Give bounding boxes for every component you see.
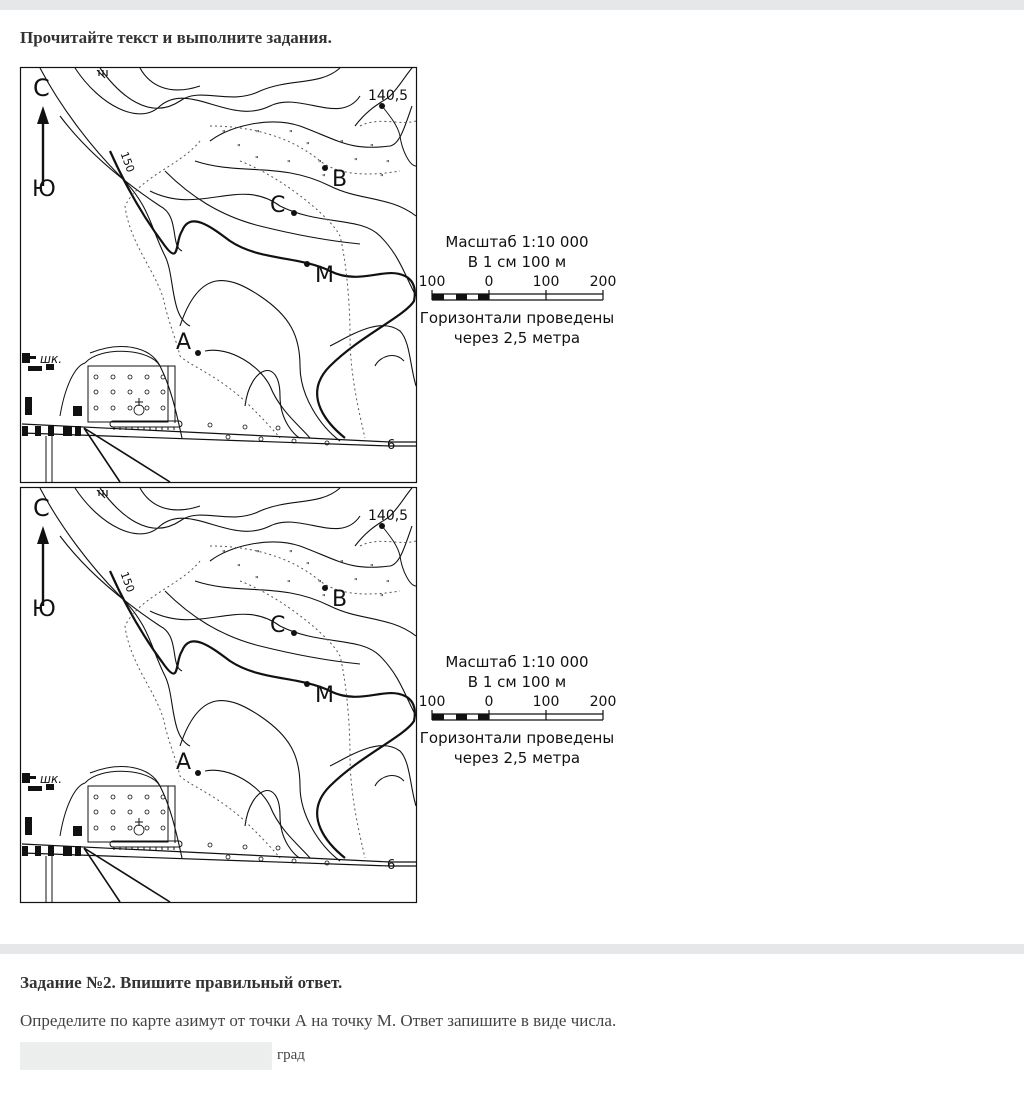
- answer-input[interactable]: [20, 1042, 272, 1070]
- svg-text:": ": [255, 575, 259, 584]
- point-m-label: М: [315, 683, 334, 708]
- contour-note-1: Горизонтали проведены: [419, 729, 615, 747]
- svg-text:": ": [237, 143, 241, 152]
- point-m-label: М: [315, 263, 334, 288]
- intro-text: Прочитайте текст и выполните задания.: [20, 28, 332, 47]
- scale-title: Масштаб 1:10 000: [445, 653, 589, 671]
- north-label: С: [33, 494, 50, 522]
- scale-tick: 100: [532, 694, 560, 710]
- point-b-label: В: [332, 167, 348, 192]
- svg-text:": ": [222, 549, 226, 558]
- road-number-label: 6: [387, 858, 396, 873]
- svg-text:": ": [289, 129, 293, 138]
- svg-text:": ": [287, 159, 291, 168]
- svg-text:": ": [306, 561, 310, 570]
- road-number-label: 6: [387, 438, 396, 453]
- scale-tick: 100: [418, 274, 446, 290]
- svg-text:": ": [237, 563, 241, 572]
- svg-text:": ": [354, 157, 358, 166]
- svg-text:": ": [370, 143, 374, 152]
- contour-note-2: через 2,5 метра: [453, 749, 581, 767]
- scale-cm: В 1 см 100 м: [467, 673, 567, 691]
- svg-text:": ": [289, 549, 293, 558]
- svg-text:": ": [322, 593, 326, 602]
- svg-text:": ": [222, 129, 226, 138]
- contour-note-1: Горизонтали проведены: [419, 309, 615, 327]
- section-divider: [0, 944, 1024, 954]
- contour-150-label: 150: [117, 149, 138, 175]
- elevation-label: 140,5: [368, 508, 409, 524]
- point-b-label: В: [332, 587, 348, 612]
- svg-text:": ": [322, 173, 326, 182]
- svg-text:": ": [287, 579, 291, 588]
- scale-tick: 100: [418, 694, 446, 710]
- topographic-map-copy: [0, 486, 620, 904]
- svg-text:": ": [380, 593, 384, 602]
- svg-text:": ": [354, 577, 358, 586]
- scale-tick: 200: [589, 274, 617, 290]
- svg-text:": ": [370, 563, 374, 572]
- scale-tick: 100: [532, 274, 560, 290]
- contour-150-label: 150: [117, 569, 138, 595]
- task-question: Определите по карте азимут от точки А на точку М. Ответ запишите в виде числа.: [20, 1011, 617, 1030]
- point-a-label: А: [176, 750, 192, 775]
- svg-text:": ": [256, 129, 260, 138]
- svg-text:": ": [255, 155, 259, 164]
- svg-text:": ": [380, 173, 384, 182]
- svg-text:": ": [318, 159, 322, 168]
- answer-unit: град: [277, 1047, 305, 1063]
- elevation-label: 140,5: [368, 88, 409, 104]
- point-c-label: С: [270, 193, 286, 218]
- task-title: Задание №2. Впишите правильный ответ.: [20, 973, 343, 992]
- school-label: шк.: [40, 352, 63, 366]
- north-label: С: [33, 74, 50, 102]
- scale-cm: В 1 см 100 м: [467, 253, 567, 271]
- svg-text:": ": [340, 139, 344, 148]
- top-band: [0, 0, 1024, 10]
- svg-text:": ": [386, 159, 390, 168]
- point-a-label: А: [176, 330, 192, 355]
- contour-note-2: через 2,5 метра: [453, 329, 581, 347]
- scale-tick: 200: [589, 694, 617, 710]
- topographic-map: [0, 66, 620, 484]
- map-graphic: [21, 68, 617, 483]
- scale-title: Масштаб 1:10 000: [445, 233, 589, 251]
- svg-text:": ": [340, 559, 344, 568]
- svg-text:": ": [306, 141, 310, 150]
- point-c-label: С: [270, 613, 286, 638]
- scale-tick: 0: [484, 694, 494, 710]
- south-label: Ю: [32, 177, 56, 202]
- school-label: шк.: [40, 772, 63, 786]
- south-label: Ю: [32, 597, 56, 622]
- scale-tick: 0: [484, 274, 494, 290]
- svg-text:": ": [318, 579, 322, 588]
- svg-text:": ": [386, 579, 390, 588]
- map-graphic: [21, 488, 617, 903]
- svg-text:": ": [256, 549, 260, 558]
